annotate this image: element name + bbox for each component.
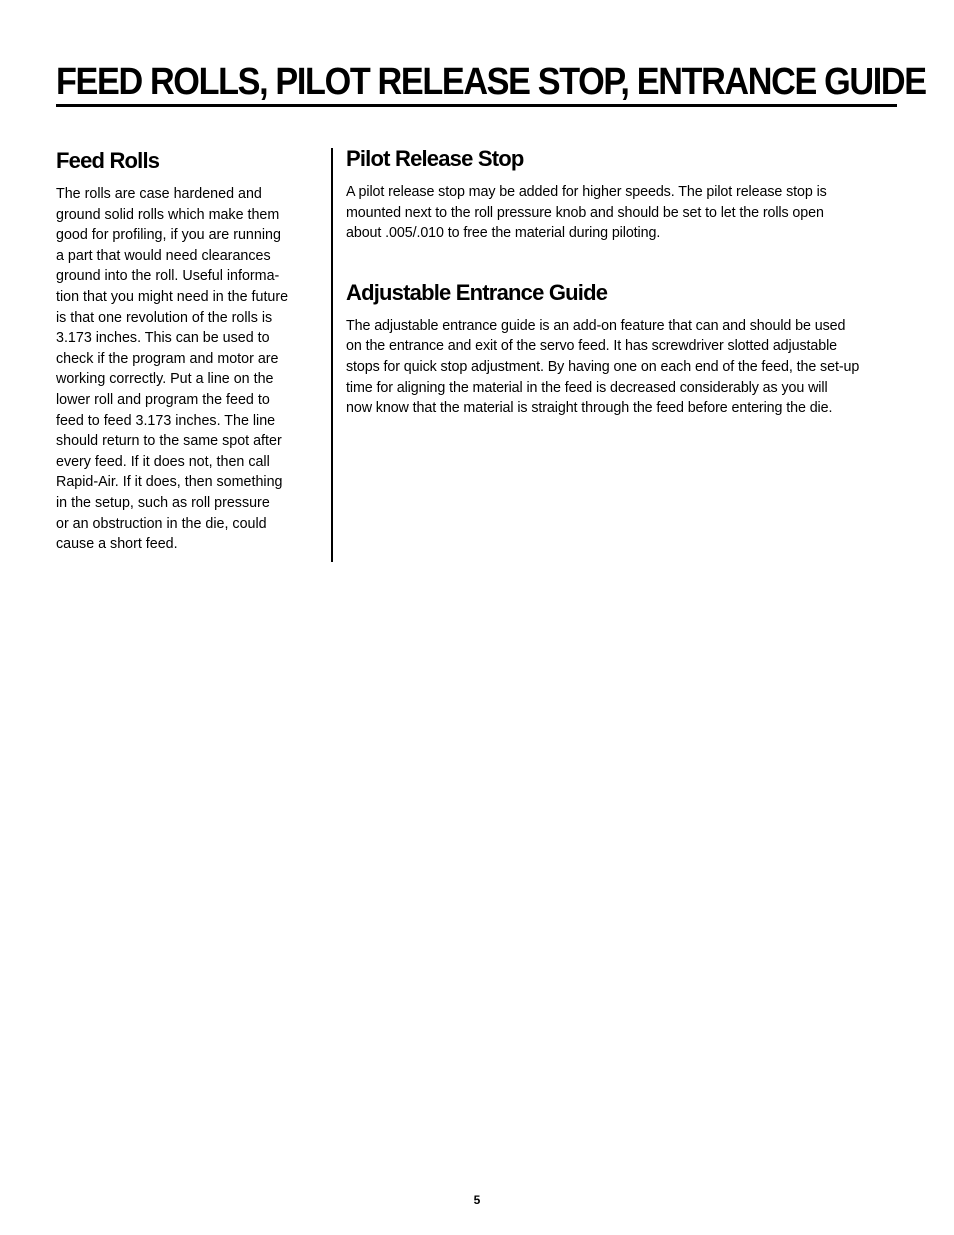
feed-rolls-line: good for profiling, if you are running — [56, 227, 281, 244]
pilot-release-stop-body — [346, 182, 902, 244]
feed-rolls-heading: Feed Rolls — [56, 148, 160, 173]
adjustable-entrance-guide-line: now know that the material is straight through the feed before entering the die. — [346, 400, 833, 417]
adjustable-entrance-guide-body — [346, 316, 902, 419]
feed-rolls-line: feed to feed 3.173 inches. The line — [56, 412, 276, 429]
pilot-release-stop-line: mounted next to the roll pressure knob and should be set to let the rolls open — [346, 204, 824, 221]
feed-rolls-line: working correctly. Put a line on the — [56, 371, 274, 388]
adjustable-entrance-guide-heading: Adjustable Entrance Guide — [346, 279, 608, 305]
right-column — [346, 144, 902, 419]
page-title: FEED ROLLS, PILOT RELEASE STOP, ENTRANCE GUIDE — [56, 61, 926, 103]
pilot-release-stop-line: about .005/.010 to free the material during piloting. — [346, 225, 661, 242]
feed-rolls-line: should return to the same spot after — [56, 433, 282, 450]
feed-rolls-line: The rolls are case hardened and — [56, 186, 262, 202]
feed-rolls-line: cause a short feed. — [56, 536, 178, 553]
pilot-release-stop-line: A pilot release stop may be added for higher speeds. The pilot release stop is — [346, 184, 827, 200]
adjustable-entrance-guide-line: The adjustable entrance guide is an add-on feature that can and should be used — [346, 317, 846, 334]
adjustable-entrance-guide-line: on the entrance and exit of the servo feed. It has screwdriver slotted adjustable — [346, 338, 837, 355]
adjustable-entrance-guide-section — [346, 278, 902, 419]
feed-rolls-line: every feed. If it does not, then call — [56, 453, 270, 470]
feed-rolls-line: tion that you might need in the future — [56, 288, 289, 305]
feed-rolls-line: check if the program and motor are — [56, 350, 279, 367]
feed-rolls-line: is that one revolution of the rolls is — [56, 309, 273, 326]
feed-rolls-line: 3.173 inches. This can be used to — [56, 330, 270, 347]
feed-rolls-line: or an obstruction in the die, could — [56, 515, 267, 532]
feed-rolls-line: Rapid-Air. If it does, then something — [56, 474, 283, 491]
feed-rolls-line: a part that would need clearances — [56, 247, 271, 264]
adjustable-entrance-guide-line: stops for quick stop adjustment. By having one on each end of the feed, the set-up — [346, 358, 860, 375]
adjustable-entrance-guide-line: time for aligning the material in the feed is decreased considerably as you will — [346, 379, 828, 396]
pilot-release-stop-section — [346, 144, 902, 244]
section-spacer — [346, 244, 902, 278]
feed-rolls-line: ground into the roll. Useful informa- — [56, 268, 280, 285]
feed-rolls-section — [56, 146, 314, 555]
feed-rolls-line: in the setup, such as roll pressure — [56, 494, 270, 511]
feed-rolls-body — [56, 184, 314, 555]
pilot-release-stop-heading: Pilot Release Stop — [346, 146, 524, 171]
feed-rolls-line: lower roll and program the feed to — [56, 391, 270, 408]
feed-rolls-line: ground solid rolls which make them — [56, 206, 280, 223]
title-rule — [56, 104, 897, 107]
page-number: 5 — [473, 1193, 481, 1207]
column-divider — [331, 148, 333, 562]
